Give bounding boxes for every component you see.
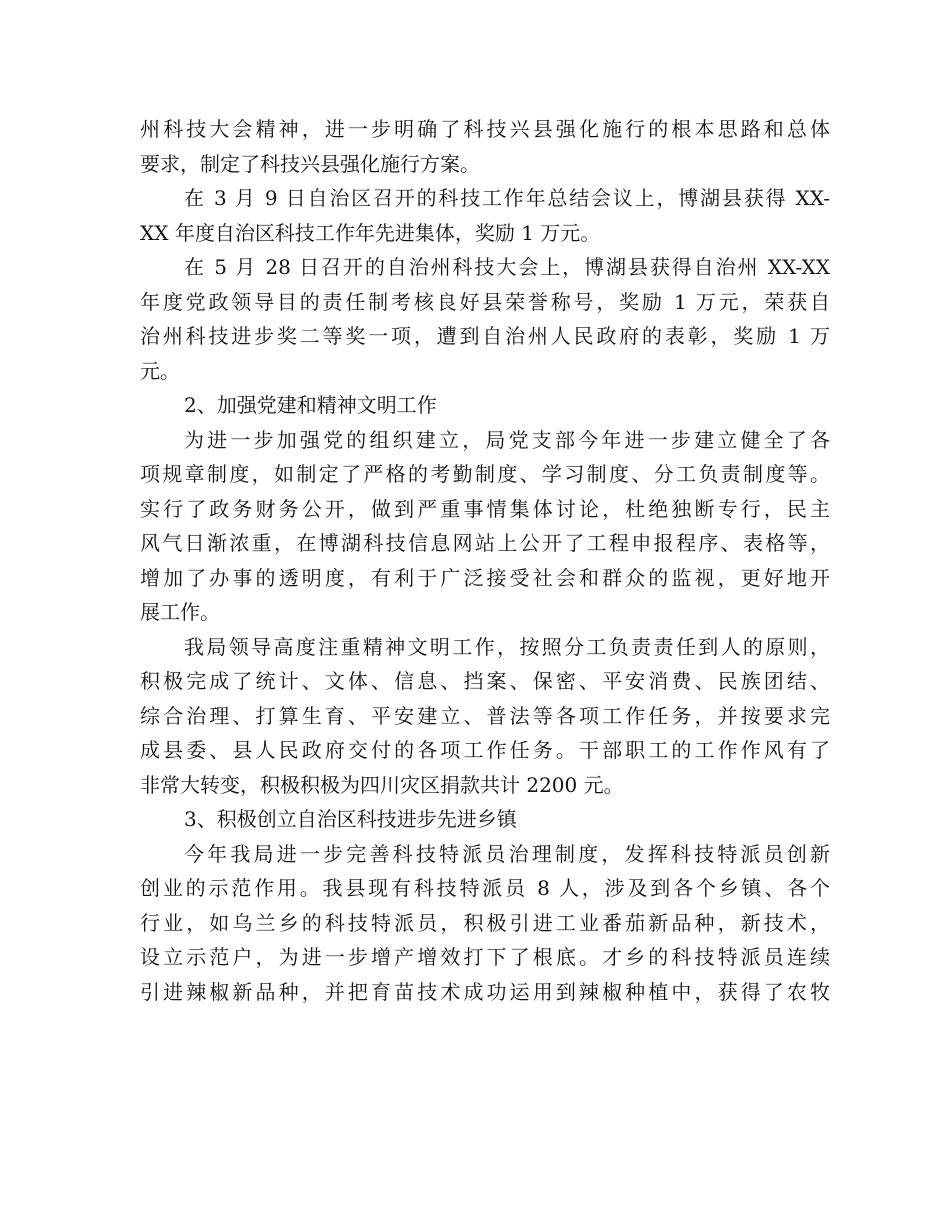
paragraph-line: 为进一步加强党的组织建立，局党支部今年进一步建立健全了各	[184, 427, 830, 452]
paragraph-line: 项规章制度，如制定了严格的考勤制度、学习制度、分工负责制度等。	[140, 462, 830, 486]
paragraph-line: 风气日渐浓重，在博湖科技信息网站上公开了工程申报程序、表格等，	[140, 531, 830, 555]
paragraph-line: 今年我局进一步完善科技特派员治理制度，发挥科技特派员创新	[184, 841, 830, 866]
paragraph-line: 元。	[140, 358, 180, 383]
paragraph-line: 展工作。	[140, 600, 220, 624]
paragraph-line: 积极完成了统计、文体、信息、挡案、保密、平安消费、民族团结、	[140, 669, 830, 693]
paragraph-line: 治州科技进步奖二等奖一项，遭到自治州人民政府的表彰，奖励 1 万	[140, 324, 830, 348]
paragraph-line: 引进辣椒新品种，并把育苗技术成功运用到辣椒种植中，获得了农牧	[140, 979, 830, 1004]
paragraph-line: 在 3 月 9 日自治区召开的科技工作年总结会议上，博湖县获得 XX-	[184, 186, 830, 210]
paragraph-line: 行业，如乌兰乡的科技特派员，积极引进工业番茄新品种，新技术，	[140, 910, 830, 935]
paragraph-line: 实行了政务财务公开，做到严重事情集体讨论，杜绝独断专行，民主	[140, 496, 830, 521]
section-heading: 3、积极创立自治区科技进步先进乡镇	[184, 807, 517, 831]
section-heading: 2、加强党建和精神文明工作	[184, 393, 437, 417]
paragraph-line: 创业的示范作用。我县现有科技特派员 8 人，涉及到各个乡镇、各个	[140, 876, 830, 900]
paragraph-line: 增加了办事的透明度，有利于广泛接受社会和群众的监视，更好地开	[140, 565, 830, 590]
paragraph-line: 非常大转变，积极积极为四川灾区捐款共计 2200 元。	[140, 772, 624, 797]
paragraph-line: 设立示范户，为进一步增产增效打下了根底。才乡的科技特派员连续	[140, 945, 830, 969]
paragraph-line: 我局领导高度注重精神文明工作，按照分工负责责任到人的原则，	[184, 634, 830, 659]
paragraph-line: 州科技大会精神，进一步明确了科技兴县强化施行的根本思路和总体	[140, 117, 830, 141]
paragraph-line: XX 年度自治区科技工作年先进集体，奖励 1 万元。	[140, 220, 601, 245]
paragraph-line: 要求，制定了科技兴县强化施行方案。	[140, 151, 480, 176]
paragraph-line: 在 5 月 28 日召开的自治州科技大会上，博湖县获得自治州 XX-XX	[184, 255, 830, 279]
paragraph-line: 综合治理、打算生育、平安建立、普法等各项工作任务，并按要求完	[140, 703, 830, 728]
paragraph-line: 成县委、县人民政府交付的各项工作任务。干部职工的工作作风有了	[140, 738, 830, 762]
document-body	[140, 112, 830, 1009]
paragraph-line: 年度党政领导目的责任制考核良好县荣誉称号，奖励 1 万元，荣获自	[140, 289, 830, 314]
